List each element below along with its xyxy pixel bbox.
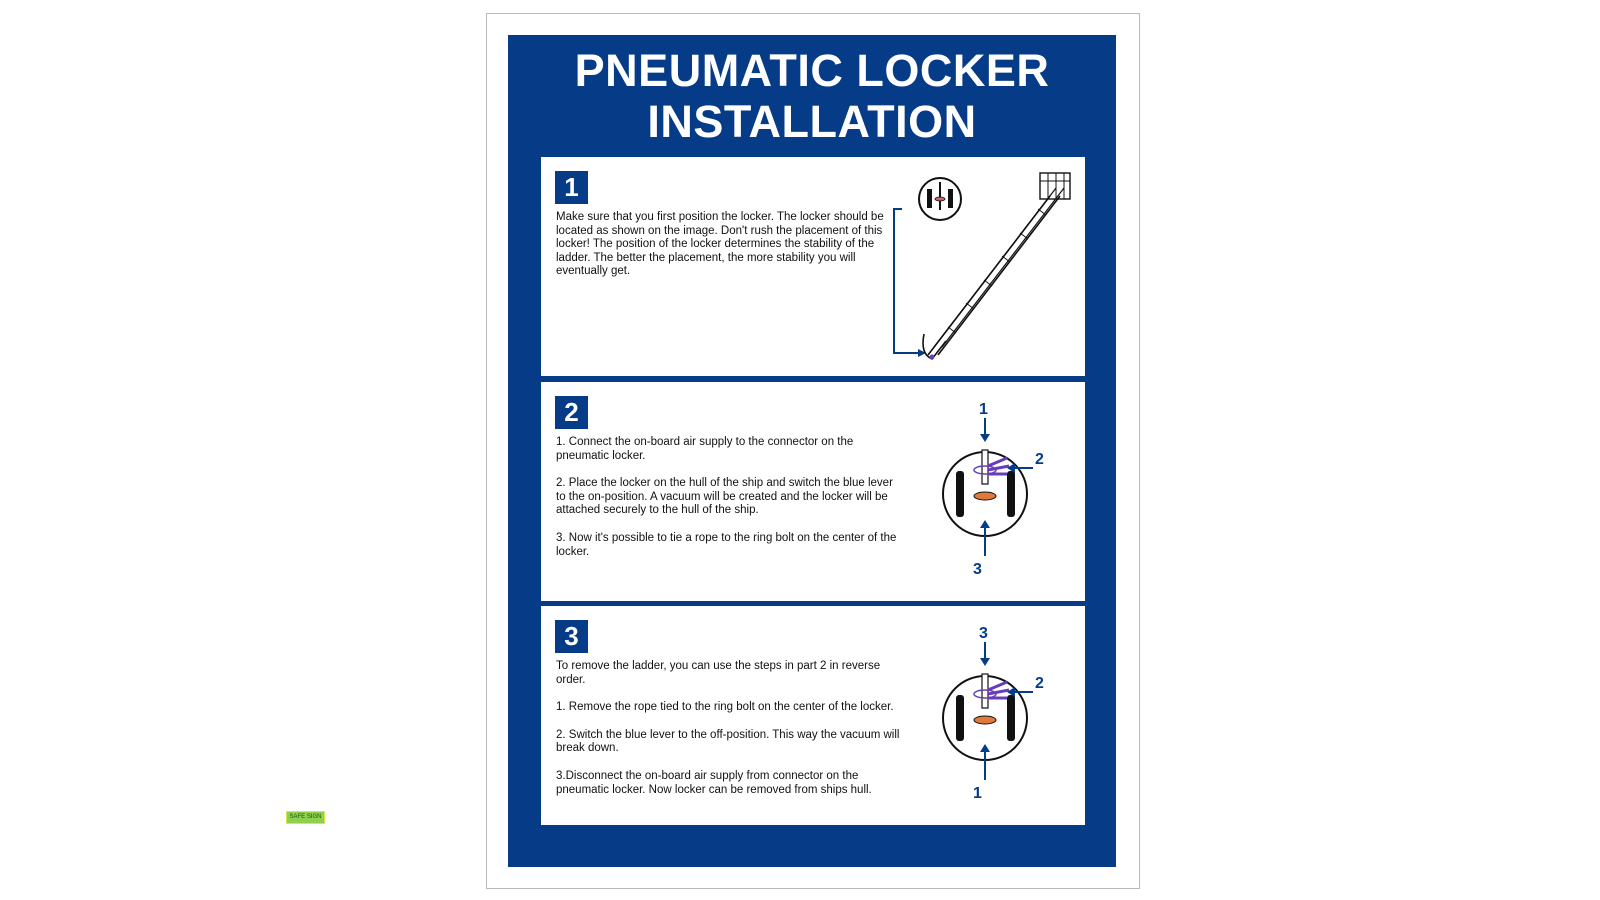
callout-right-label: 2: [1035, 675, 1044, 692]
step-2-paragraph: 1. Connect the on-board air supply to the connector on the pneumatic locker.: [556, 436, 854, 462]
poster-title: [508, 45, 1116, 147]
step-3-text: [556, 660, 901, 811]
callout-right-label: 2: [1035, 451, 1044, 468]
callout-bottom-label: 1: [973, 785, 982, 802]
callout-bottom-label: 3: [973, 561, 982, 578]
title-line-2: INSTALLATION: [647, 96, 977, 147]
step-1-text: [556, 211, 901, 293]
step-3-paragraph: 2. Switch the blue lever to the off-position. This way the vacuum will break down.: [556, 728, 900, 755]
website-url: www.t-iss.com: [1013, 812, 1065, 821]
title-line-1: PNEUMATIC LOCKER: [574, 45, 1050, 96]
step-3-paragraph: 1. Remove the rope tied to the ring bolt on the center of the locker.: [556, 701, 894, 714]
ladder-illustration-icon: [890, 169, 1080, 369]
pneumatic-locker-icon: [941, 620, 1081, 820]
callout-top-label: 1: [979, 401, 988, 418]
step-1-paragraph: Make sure that you first position the locker. The locker should be located as shown on the image. Don't rush the placement of this locker! The position of the locker determines the stability of the ladder. The better the placement, the more stability you will eventually get.: [556, 211, 884, 278]
safe-sign-logo: SAFE SIGN: [286, 811, 325, 824]
pneumatic-locker-icon: [941, 396, 1081, 596]
step-3-paragraph: 3.Disconnect the on-board air supply from connector on the pneumatic locker. Now locker can be removed from ships hull.: [556, 769, 872, 796]
step-panel-2: [541, 382, 1085, 601]
step-number-badge: 3: [555, 620, 588, 653]
step-panel-1: [541, 157, 1085, 376]
step-number-badge: 1: [555, 171, 588, 204]
step-2-paragraph: 2. Place the locker on the hull of the ship and switch the blue lever to the on-position. A vacuum will be created and the locker will be attached securely to the hull of the ship.: [556, 477, 893, 517]
instruction-poster: [508, 35, 1116, 867]
step-panel-3: [541, 606, 1085, 825]
step-number-badge: 2: [555, 396, 588, 429]
callout-top-label: 3: [979, 625, 988, 642]
step-2-paragraph: 3. Now it's possible to tie a rope to the ring bolt on the center of the locker.: [556, 531, 897, 558]
step-2-text: [556, 436, 901, 573]
step-3-paragraph: To remove the ladder, you can use the steps in part 2 in reverse order.: [556, 660, 881, 686]
